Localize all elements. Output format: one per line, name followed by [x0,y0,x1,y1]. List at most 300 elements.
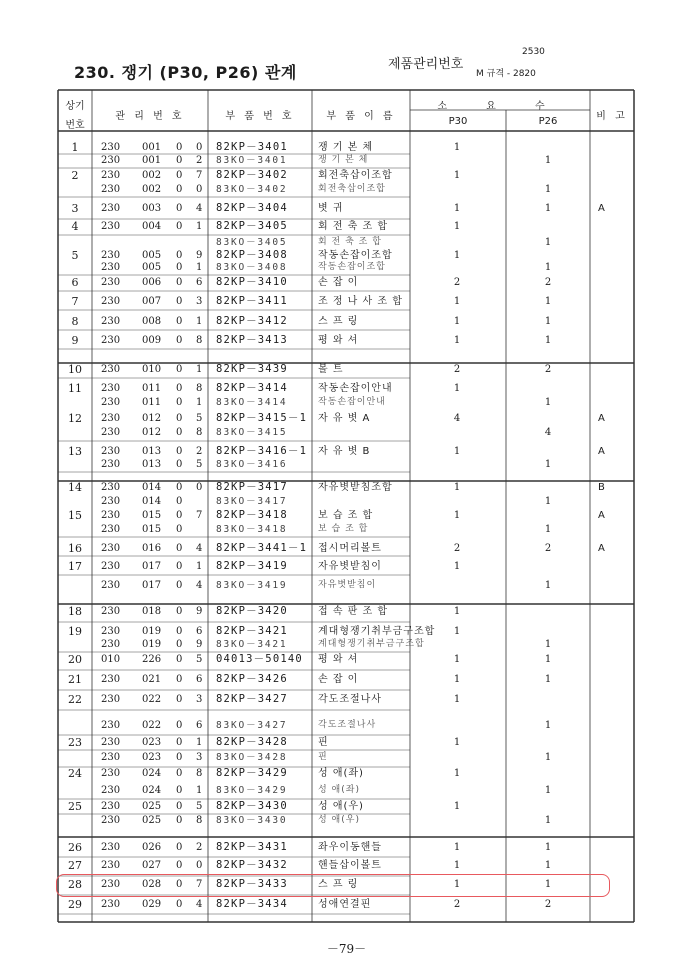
cell-b: 014 [142,496,162,507]
cell-no: 24 [68,767,82,780]
cell-d: 6 [196,720,203,731]
cell-d: 7 [196,879,203,890]
cell-no: 8 [71,315,79,328]
header-item-no-1: 상기 [65,101,85,112]
cell-c: 0 [176,752,183,763]
cell-a: 230 [101,413,121,424]
cell-b: 009 [142,335,162,346]
cell-p30: 1 [453,383,461,394]
product-code-bottom: M 규격 - 2820 [476,69,536,79]
cell-a: 230 [101,606,121,617]
cell-part: 82KP－3430 [216,800,288,812]
cell-name: 핸들삽이볼트 [318,860,382,871]
cell-b: 017 [142,561,162,572]
cell-a: 230 [101,785,121,796]
header-p26: P26 [538,116,558,127]
cell-d: 1 [196,785,203,796]
cell-p30: 1 [453,801,461,812]
cell-c: 0 [176,335,183,346]
cell-no: 22 [68,693,82,706]
cell-d: 2 [196,446,203,457]
cell-b: 226 [142,654,162,665]
cell-a: 230 [101,459,121,470]
cell-a: 230 [101,203,121,214]
cell-no: 13 [68,445,82,458]
cell-p30: 2 [453,277,461,288]
cell-c: 0 [176,606,183,617]
cell-b: 015 [142,524,162,535]
cell-b: 005 [142,262,162,273]
cell-b: 022 [142,720,162,731]
cell-b: 027 [142,860,162,871]
cell-a: 230 [101,397,121,408]
cell-name: 작동손잡이조합 [318,262,386,272]
cell-c: 0 [176,316,183,327]
cell-d: 0 [196,184,203,195]
cell-a: 230 [101,801,121,812]
cell-p26: 1 [544,580,552,591]
cell-c: 0 [176,580,183,591]
cell-c: 0 [176,899,183,910]
cell-part: 82KP－3420 [216,605,288,617]
cell-d: 0 [196,860,203,871]
cell-p26: 1 [544,720,552,731]
cell-no: 19 [68,625,82,638]
cell-c: 0 [176,170,183,181]
header-item-no-2: 번호 [65,120,85,131]
cell-a: 230 [101,524,121,535]
cell-a: 230 [101,860,121,871]
cell-b: 029 [142,899,162,910]
cell-no: 27 [68,859,82,872]
cell-c: 0 [176,427,183,438]
cell-a: 230 [101,155,121,166]
cell-b: 004 [142,221,162,232]
cell-name: 작동손잡이안내 [318,397,386,407]
cell-a: 230 [101,482,121,493]
cell-d: 2 [196,842,203,853]
cell-no: 26 [68,841,82,854]
cell-no: 14 [68,481,82,494]
cell-c: 0 [176,815,183,826]
cell-d: 7 [196,170,203,181]
cell-p30: 1 [453,296,461,307]
cell-c: 0 [176,459,183,470]
cell-d: 8 [196,383,203,394]
cell-name: 보 습 조 합 [318,510,374,521]
cell-a: 230 [101,364,121,375]
cell-part: 82KP－3441－1 [216,542,308,554]
cell-c: 0 [176,250,183,261]
cell-c: 0 [176,155,183,166]
cell-p26: 1 [544,262,552,273]
cell-b: 028 [142,879,162,890]
cell-part: 83KO－3419 [216,580,288,591]
cell-b: 022 [142,694,162,705]
cell-b: 023 [142,737,162,748]
cell-p26: 1 [544,879,552,890]
cell-d: 1 [196,561,203,572]
cell-a: 230 [101,496,121,507]
cell-name: 보 습 조 합 [318,524,369,534]
cell-b: 001 [142,142,162,153]
cell-c: 0 [176,674,183,685]
cell-p26: 1 [544,785,552,796]
cell-p30: 1 [453,694,461,705]
cell-p26: 1 [544,184,552,195]
cell-c: 0 [176,860,183,871]
cell-p30: 1 [453,626,461,637]
cell-c: 0 [176,561,183,572]
cell-part: 82KP－3431 [216,841,288,853]
cell-name: 성 애(우) [318,801,364,812]
cell-part: 83KO－3421 [216,639,288,650]
cell-part: 82KP－3439 [216,363,288,375]
cell-d: 5 [196,654,203,665]
cell-rm: A [598,413,605,424]
cell-no: 15 [68,509,82,522]
cell-c: 0 [176,277,183,288]
cell-part: 82KP－3421 [216,625,288,637]
cell-name: 계대형쟁기취부금구조합 [318,639,425,649]
cell-no: 9 [71,334,79,347]
cell-d: 0 [196,482,203,493]
cell-a: 230 [101,580,121,591]
cell-name: 회전축삽이조합 [318,184,386,194]
cell-part: 82KP－3411 [216,295,288,307]
cell-a: 230 [101,752,121,763]
cell-part: 82KP－3427 [216,693,288,705]
cell-p30: 1 [453,335,461,346]
cell-b: 011 [142,397,162,408]
cell-b: 013 [142,459,162,470]
cell-p30: 1 [453,510,461,521]
cell-a: 230 [101,639,121,650]
cell-p26: 1 [544,842,552,853]
cell-part: 82KP－3413 [216,334,288,346]
cell-p30: 2 [453,364,461,375]
cell-p30: 1 [453,842,461,853]
cell-name: 자유볏받침이 [318,561,382,572]
cell-a: 230 [101,335,121,346]
cell-a: 230 [101,899,121,910]
cell-c: 0 [176,262,183,273]
cell-c: 0 [176,221,183,232]
cell-d: 8 [196,427,203,438]
cell-p26: 1 [544,155,552,166]
cell-p26: 1 [544,203,552,214]
cell-part: 82KP－3408 [216,249,288,261]
cell-d: 1 [196,221,203,232]
cell-p30: 1 [453,879,461,890]
cell-b: 025 [142,801,162,812]
cell-no: 10 [68,363,82,376]
cell-b: 008 [142,316,162,327]
cell-p30: 1 [453,316,461,327]
cell-no: 20 [68,653,82,666]
cell-name: 회 전 축 조 합 [318,237,382,247]
cell-b: 024 [142,785,162,796]
cell-b: 013 [142,446,162,457]
cell-part: 83KO－3429 [216,785,288,796]
cell-p26: 1 [544,815,552,826]
cell-c: 0 [176,737,183,748]
cell-p26: 1 [544,335,552,346]
cell-c: 0 [176,413,183,424]
cell-name: 좌우이동핸들 [318,842,382,853]
cell-p26: 1 [544,752,552,763]
cell-part: 82KP－3418 [216,509,288,521]
cell-d: 6 [196,626,203,637]
cell-c: 0 [176,446,183,457]
cell-part: 82KP－3415－1 [216,412,308,424]
cell-d: 8 [196,815,203,826]
cell-name: 접시머리볼트 [318,543,382,554]
cell-name: 손 잡 이 [318,674,359,685]
cell-name: 성 애(좌) [318,785,360,795]
cell-part: 82KP－3434 [216,898,288,910]
cell-no: 25 [68,800,82,813]
cell-c: 0 [176,842,183,853]
cell-b: 026 [142,842,162,853]
cell-d: 1 [196,316,203,327]
cell-a: 230 [101,720,121,731]
cell-name: 평 와 셔 [318,335,359,346]
cell-a: 230 [101,262,121,273]
cell-part: 83KO－3414 [216,397,288,408]
cell-b: 015 [142,510,162,521]
cell-part: 82KP－3410 [216,276,288,288]
cell-c: 0 [176,510,183,521]
cell-no: 18 [68,605,82,618]
header-p30: P30 [448,116,468,127]
cell-b: 007 [142,296,162,307]
cell-a: 230 [101,768,121,779]
cell-a: 010 [101,654,121,665]
cell-b: 002 [142,184,162,195]
cell-c: 0 [176,482,183,493]
cell-name: 성 애(우) [318,815,360,825]
cell-d: 4 [196,899,203,910]
header-part-name: 부 품 이 름 [326,111,396,122]
cell-a: 230 [101,674,121,685]
cell-a: 230 [101,277,121,288]
cell-part: 82KP－3417 [216,481,288,493]
cell-name: 회전축삽이조합 [318,170,393,181]
cell-p30: 1 [453,142,461,153]
header-part-no: 부 품 번 호 [225,111,295,122]
cell-d: 7 [196,510,203,521]
cell-b: 019 [142,626,162,637]
cell-d: 8 [196,335,203,346]
cell-a: 230 [101,296,121,307]
cell-b: 010 [142,364,162,375]
cell-no: 17 [68,560,82,573]
cell-p26: 1 [544,397,552,408]
cell-a: 230 [101,510,121,521]
cell-a: 230 [101,561,121,572]
cell-d: 1 [196,262,203,273]
cell-a: 230 [101,316,121,327]
cell-p30: 1 [453,674,461,685]
cell-no: 2 [71,169,79,182]
cell-name: 스 프 링 [318,316,359,327]
cell-d: 2 [196,155,203,166]
cell-p30: 1 [453,860,461,871]
cell-c: 0 [176,626,183,637]
cell-d: 1 [196,364,203,375]
cell-no: 23 [68,736,82,749]
cell-rm: A [598,543,605,554]
cell-name: 핀 [318,737,329,748]
cell-a: 230 [101,815,121,826]
cell-a: 230 [101,842,121,853]
cell-p30: 1 [453,170,461,181]
cell-d: 9 [196,606,203,617]
cell-rm: A [598,510,605,521]
cell-p26: 2 [544,899,552,910]
cell-p26: 1 [544,639,552,650]
cell-name: 조 정 나 사 조 합 [318,296,403,307]
cell-p26: 1 [544,860,552,871]
cell-no: 5 [71,249,79,262]
cell-b: 001 [142,155,162,166]
cell-d: 1 [196,397,203,408]
cell-c: 0 [176,654,183,665]
cell-no: 12 [68,412,82,425]
cell-b: 023 [142,752,162,763]
cell-part: 83KO－3427 [216,720,288,731]
cell-name: 각도조절나사 [318,694,382,705]
cell-a: 230 [101,879,121,890]
cell-name: 자유볏받침이 [318,580,377,590]
cell-name: 핀 [318,752,328,762]
cell-name: 계대형쟁기취부금구조합 [318,626,436,637]
cell-c: 0 [176,184,183,195]
cell-name: 접 속 판 조 합 [318,606,389,617]
cell-part: 83KO－3401 [216,155,288,166]
cell-name: 쟁 기 본 체 [318,142,374,153]
cell-name: 볏 귀 [318,203,344,214]
cell-p30: 1 [453,221,461,232]
cell-b: 017 [142,580,162,591]
cell-part: 82KP－3429 [216,767,288,779]
cell-part: 04013－50140 [216,653,303,665]
cell-d: 5 [196,801,203,812]
cell-no: 3 [71,202,79,215]
cell-p30: 1 [453,561,461,572]
cell-no: 16 [68,542,82,555]
cell-name: 자유볏받침조합 [318,482,393,493]
cell-a: 230 [101,543,121,554]
cell-d: 0 [196,142,203,153]
cell-c: 0 [176,383,183,394]
cell-no: 1 [71,141,79,154]
cell-d: 8 [196,768,203,779]
cell-c: 0 [176,694,183,705]
cell-p30: 1 [453,654,461,665]
cell-part: 83KO－3418 [216,524,288,535]
cell-b: 024 [142,768,162,779]
cell-part: 83KO－3430 [216,815,288,826]
cell-p30: 2 [453,899,461,910]
cell-c: 0 [176,879,183,890]
cell-part: 82KP－3401 [216,141,288,153]
cell-rm: A [598,446,605,457]
cell-a: 230 [101,626,121,637]
cell-p30: 1 [453,768,461,779]
cell-part: 82KP－3419 [216,560,288,572]
page-number: －79－ [326,942,367,956]
cell-part: 82KP－3432 [216,859,288,871]
cell-part: 83KO－3428 [216,752,288,763]
cell-part: 83KO－3405 [216,237,288,248]
cell-p26: 1 [544,654,552,665]
cell-name: 작동손잡이조합 [318,250,393,261]
cell-b: 016 [142,543,162,554]
cell-p26: 1 [544,459,552,470]
cell-no: 11 [68,382,82,395]
cell-d: 5 [196,459,203,470]
cell-b: 005 [142,250,162,261]
cell-d: 1 [196,737,203,748]
cell-name: 자 유 볏 B [318,446,371,457]
cell-p30: 1 [453,737,461,748]
cell-d: 4 [196,580,203,591]
cell-b: 006 [142,277,162,288]
cell-d: 4 [196,203,203,214]
cell-d: 4 [196,543,203,554]
cell-name: 회 전 축 조 합 [318,221,389,232]
cell-no: 28 [68,878,82,891]
product-code-label: 제품관리번호 [388,57,464,72]
cell-p26: 2 [544,543,552,554]
cell-p26: 1 [544,496,552,507]
cell-part: 82KP－3426 [216,673,288,685]
cell-name: 성애연결핀 [318,899,372,910]
cell-name: 볼 트 [318,364,344,375]
cell-name: 평 와 셔 [318,654,359,665]
cell-part: 82KP－3402 [216,169,288,181]
cell-a: 230 [101,184,121,195]
cell-p26: 2 [544,364,552,375]
cell-d: 3 [196,296,203,307]
cell-part: 83KO－3416 [216,459,288,470]
cell-d: 3 [196,694,203,705]
cell-part: 83KO－3402 [216,184,288,195]
page-title: 230. 쟁기 (P30, P26) 관계 [74,63,297,82]
cell-p26: 4 [544,427,552,438]
cell-a: 230 [101,694,121,705]
cell-rm: A [598,203,605,214]
cell-part: 82KP－3414 [216,382,288,394]
cell-c: 0 [176,142,183,153]
cell-b: 011 [142,383,162,394]
cell-b: 014 [142,482,162,493]
cell-part: 82KP－3405 [216,220,288,232]
cell-p26: 2 [544,277,552,288]
cell-c: 0 [176,364,183,375]
cell-name: 작동손잡이안내 [318,383,393,394]
cell-c: 0 [176,768,183,779]
cell-d: 9 [196,639,203,650]
cell-name: 쟁 기 본 체 [318,155,369,165]
cell-part: 83KO－3417 [216,496,288,507]
cell-b: 018 [142,606,162,617]
cell-b: 012 [142,427,162,438]
cell-d: 5 [196,413,203,424]
cell-no: 6 [71,276,79,289]
